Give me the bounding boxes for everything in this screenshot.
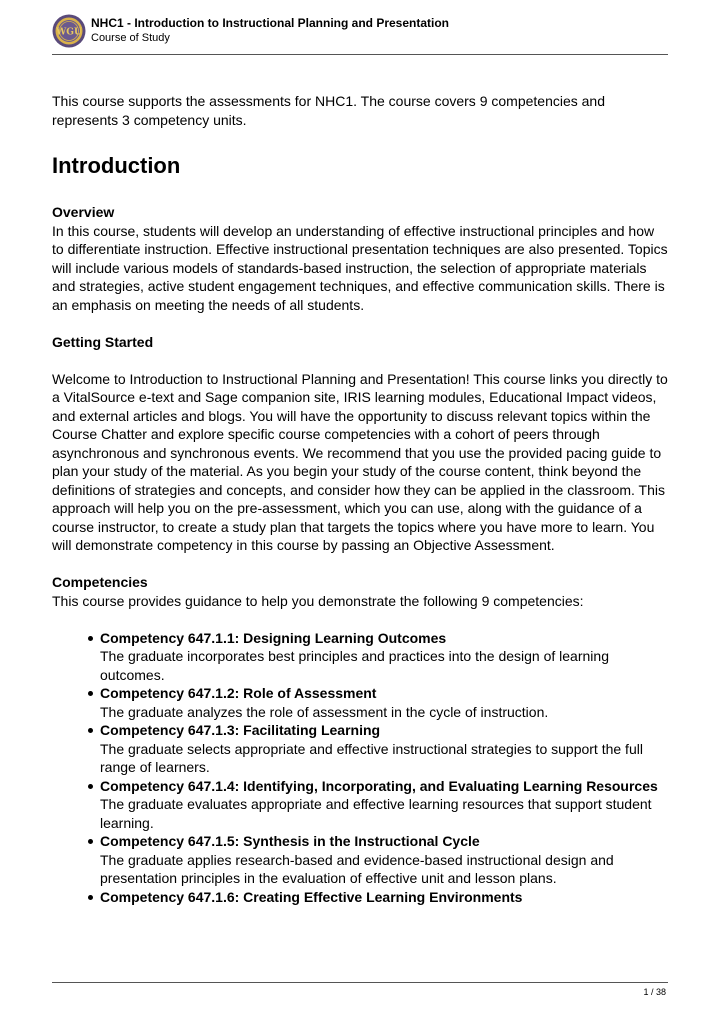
competencies-title: Competencies (52, 574, 148, 590)
competency-item (100, 721, 668, 777)
competency-title: Competency 647.1.2: Role of Assessment (100, 685, 377, 701)
competency-title: Competency 647.1.4: Identifying, Incorporating, and Evaluating Learning Resources (100, 777, 658, 794)
overview-title: Overview (52, 204, 115, 220)
document-body (52, 92, 668, 906)
competency-list (52, 629, 668, 907)
competency-item (100, 888, 668, 907)
competency-title: Competency 647.1.3: Facilitating Learning (100, 722, 381, 738)
competency-item (100, 629, 668, 685)
page-number: 1 / 38 (643, 987, 666, 997)
competencies-intro: This course provides guidance to help you demonstrate the following 9 competencies: (52, 592, 584, 609)
competency-description: The graduate selects appropriate and effective instructional strategies to support the full range of learners. (100, 740, 643, 775)
intro-paragraph: This course supports the assessments for NHC1. The course covers 9 competencies and represents 3 competency units. (52, 93, 605, 128)
university-seal-logo (52, 14, 86, 48)
page-footer (52, 982, 668, 997)
header-text (91, 16, 449, 46)
svg-text:WGU: WGU (56, 27, 82, 38)
getting-started-title: Getting Started (52, 333, 154, 350)
competency-title: Competency 647.1.1: Designing Learning Outcomes (100, 629, 447, 646)
competency-description: The graduate analyzes the role of assessment in the cycle of instruction. (100, 703, 549, 720)
competency-description: The graduate incorporates best principles and practices into the design of learning outcomes. (100, 648, 609, 683)
document-subtitle: Course of Study (91, 32, 170, 44)
page-header (52, 12, 668, 55)
document-title: NHC1 - Introduction to Instructional Planning and Presentation (91, 16, 450, 30)
competency-title: Competency 647.1.5: Synthesis in the Instructional Cycle (100, 833, 480, 849)
competency-title: Competency 647.1.6: Creating Effective Learning Environments (100, 888, 523, 905)
section-heading: Introduction (52, 153, 181, 178)
competency-item (100, 832, 668, 888)
overview-text: In this course, students will develop an understanding of effective instructional principles and how to differentiate instruction. Effective instructional presentation techniques are also presented. Topics will include various models of standards-based instruction, the selection of appropriate materials and strategies, active student engagement techniques, and effective communication skills. There is an emphasis on meeting the needs of all students. (52, 222, 668, 313)
competency-item (100, 777, 668, 833)
getting-started-text: Welcome to Introduction to Instructional Planning and Presentation! This course links you directly to a VitalSource e-text and Sage companion site, IRIS learning modules, Educational Impact videos, and external articles and blogs. You will have the opportunity to discuss relevant topics within the Course Chatter and explore specific course competencies with a cohort of peers through asynchronous and synchronous events. We recommend that you use the provided pacing guide to plan your study of the material. As you begin your study of the course content, think beyond the definitions of strategies and concepts, and consider how they can be applied in the classroom. This approach will help you on the pre-assessment, which you can use, along with the guidance of a course instructor, to create a study plan that targets the topics where you have more to learn. You will demonstrate competency in this course by passing an Objective Assessment. (52, 370, 668, 553)
competency-description: The graduate applies research-based and evidence-based instructional design and presentation principles in the evaluation of effective unit and lesson plans. (100, 851, 614, 886)
competency-description: The graduate evaluates appropriate and effective learning resources that support student learning. (100, 796, 652, 831)
competency-item (100, 684, 668, 721)
